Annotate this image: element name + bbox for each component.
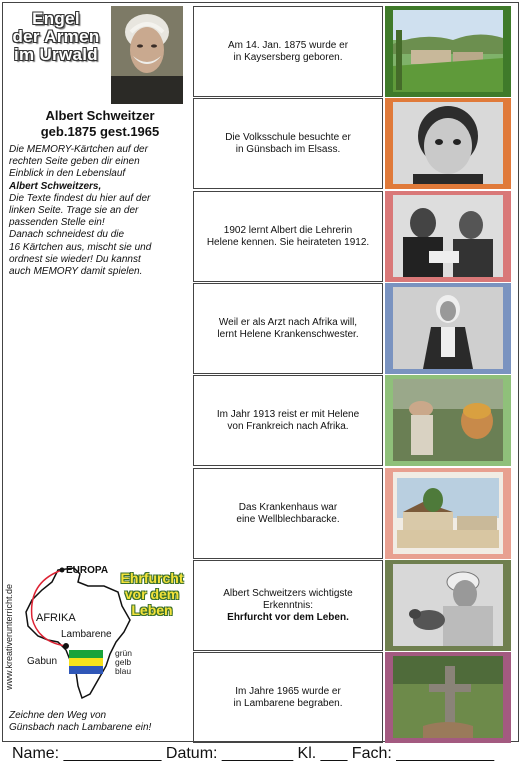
- card-text-2: [193, 98, 383, 189]
- instructions-text: [9, 144, 189, 278]
- card-text-line: 1902 lernt Albert die Lehrerin: [223, 224, 353, 236]
- card-text-line: in Günsbach im Elsass.: [235, 143, 341, 155]
- card-text-line: in Kaysersberg geboren.: [233, 51, 343, 63]
- instruction-line: Die Texte findest du hier auf der: [9, 192, 151, 204]
- map-instruction-line: Zeichne den Weg von: [9, 710, 107, 721]
- card-text-8: [193, 652, 383, 743]
- motto-line: Leben: [131, 602, 173, 618]
- hospital-photo: [385, 468, 511, 559]
- motto-line: vor dem: [124, 586, 180, 602]
- antelope-photo: [385, 560, 511, 651]
- card-text-line: Im Jahr 1913 reist er mit Helene: [216, 408, 360, 420]
- card-text-body: [200, 588, 376, 624]
- website-credit: www.kreativerunterricht.de: [4, 583, 14, 691]
- person-heading: [20, 108, 180, 140]
- instruction-line: Albert Schweitzers,: [9, 180, 102, 192]
- card-text-body: [200, 686, 376, 710]
- card-text-line: Albert Schweitzers wichtigste: [223, 587, 353, 599]
- map-label-lambarene: Lambarene: [61, 629, 112, 640]
- card-text-line: lernt Helene Krankenschwester.: [217, 328, 359, 340]
- card-text-6: [193, 468, 383, 559]
- card-text-body: [200, 132, 376, 156]
- person-name: Albert Schweitzer: [45, 108, 155, 123]
- flag-stripe-yellow: [69, 658, 103, 666]
- instruction-line: rechten Seite geben dir einen: [9, 156, 140, 168]
- flag-stripe-blue: [69, 666, 103, 674]
- card-text-line: Weil er als Arzt nach Afrika will,: [218, 316, 358, 328]
- couple-photo: [385, 191, 511, 282]
- instruction-line: Danach schneidest du die: [9, 229, 125, 241]
- motto-line: Ehrfurcht: [120, 570, 184, 586]
- instruction-line: 16 Kärtchen aus, mischt sie und: [9, 241, 152, 253]
- instruction-line: linken Seite. Trage sie an der: [9, 205, 139, 217]
- grave-photo: [385, 652, 511, 743]
- card-text-body: [200, 225, 376, 249]
- flag-label: blau: [115, 666, 132, 676]
- map-label-europa: EUROPA: [66, 565, 109, 576]
- map-label-afrika: AFRIKA: [36, 612, 76, 624]
- title-line: im Urwald: [14, 45, 98, 64]
- instruction-line: ordnest sie wieder! Du kannst: [9, 253, 141, 265]
- flag-stripe-green: [69, 650, 103, 658]
- title-line: Engel: [32, 9, 80, 28]
- card-text-line: Erkenntnis:: [262, 599, 314, 611]
- instruction-line: Die MEMORY-Kärtchen auf der: [9, 144, 148, 155]
- flag-label: gelb: [115, 657, 132, 667]
- nurse-photo: [385, 283, 511, 374]
- card-text-body: [200, 502, 376, 526]
- card-text-line: Die Volksschule besuchte er: [225, 131, 351, 143]
- card-text-line: Ehrfurcht vor dem Leben.: [227, 611, 349, 623]
- name-date-fields[interactable]: Name: ___________ Datum: ________ Kl. ___ Fach: ___________: [12, 745, 495, 762]
- card-text-line: eine Wellblechbaracke.: [236, 513, 340, 525]
- gabon-flag: [69, 650, 103, 674]
- village-photo: [385, 6, 511, 97]
- card-text-body: [200, 317, 376, 341]
- card-text-line: in Lambarene begraben.: [233, 697, 343, 709]
- instruction-line: auch MEMORY damit spielen.: [9, 266, 143, 278]
- card-text-body: [200, 409, 376, 433]
- flag-color-labels: [115, 649, 132, 676]
- card-text-1: [193, 6, 383, 97]
- card-text-line: Im Jahre 1965 wurde er: [235, 685, 341, 697]
- card-text-line: Helene kennen. Sie heirateten 1912.: [206, 236, 370, 248]
- title-line: der Armen: [12, 27, 100, 46]
- card-text-line: Das Krankenhaus war: [238, 501, 338, 513]
- instruction-line: Einblick in den Lebenslauf: [9, 168, 126, 180]
- card-text-line: Am 14. Jan. 1875 wurde er: [227, 39, 349, 51]
- card-text-3: [193, 191, 383, 282]
- card-text-5: [193, 375, 383, 466]
- schweitzer-portrait: [111, 6, 183, 104]
- map-instruction-line: Günsbach nach Lambarene ein!: [9, 722, 152, 733]
- person-dates: geb.1875 gest.1965: [40, 124, 160, 139]
- map-label-gabun: Gabun: [27, 656, 58, 667]
- flag-label: grün: [115, 648, 133, 658]
- motto-text: [112, 570, 192, 618]
- worksheet-title: [8, 10, 104, 64]
- card-text-body: [200, 40, 376, 64]
- africa-photo: [385, 375, 511, 466]
- card-text-7: [193, 560, 383, 651]
- map-instruction: [9, 710, 189, 734]
- card-text-line: von Frankreich nach Afrika.: [227, 420, 349, 432]
- child-photo: [385, 98, 511, 189]
- card-text-4: [193, 283, 383, 374]
- instruction-line: passenden Stelle ein!: [9, 217, 105, 229]
